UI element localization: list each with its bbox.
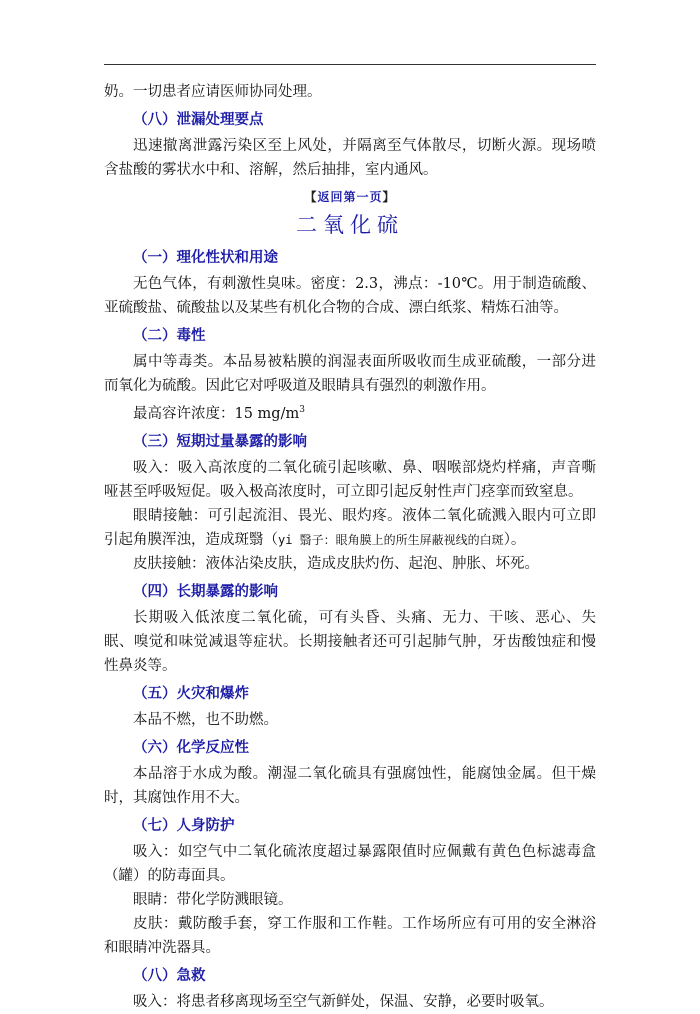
section-1-heading: （一）理化性状和用途	[133, 250, 278, 266]
eye-end: ）。	[503, 531, 526, 548]
section-2-heading: （二）毒性	[133, 328, 206, 344]
mac-superscript: 3	[299, 405, 305, 415]
mac-label: 最高容许浓度：15 mg/m	[133, 405, 300, 422]
leak-heading: （八）泄漏处理要点	[133, 112, 264, 128]
section-1-text: 无色气体，有刺激性臭味。密度：2.3，沸点：-10℃。用于制造硫酸、亚硫酸盐、硫酸盐以及某些有机化合物的合成、漂白纸浆、精炼石油等。	[104, 276, 596, 316]
section-3-inhalation: 吸入：吸入高浓度的二氧化硫引起咳嗽、鼻、咽喉部烧灼样痛，声音嘶哑甚至呼吸短促。吸入极高浓度时，可立即引起反射性声门痉挛而致窒息。	[104, 459, 596, 500]
section-4-text: 长期吸入低浓度二氧化硫，可有头昏、头痛、无力、干咳、恶心、失眠、嗅觉和味觉减退等症状。长期接触者还可引起肺气肿，牙齿酸蚀症和慢性鼻炎等。	[104, 609, 596, 674]
leak-text: 迅速撤离泄露污染区至上风处，并隔离至气体散尽，切断火源。现场喷含盐酸的雾状水中和、溶解，然后抽排，室内通风。	[104, 138, 596, 178]
back-link-container	[104, 188, 596, 206]
section-7-heading: （七）人身防护	[133, 817, 235, 834]
section-7-eye: 眼睛：带化学防溅眼镜。	[133, 891, 293, 908]
back-link-close-bracket: 】	[382, 190, 396, 204]
back-link-open-bracket: 【	[304, 190, 318, 204]
eye-note: yi 翳子：眼角膜上的所生屏蔽视线的白斑	[278, 532, 504, 547]
section-5-text: 本品不燃，也不助燃。	[133, 711, 278, 728]
section-5-heading: （五）火灾和爆炸	[133, 685, 249, 702]
document-body	[104, 80, 596, 1014]
back-to-first-page-link[interactable]: 返回第一页	[317, 190, 383, 204]
section-3-skin: 皮肤接触：液体沾染皮肤，造成皮肤灼伤、起泡、肿胀、坏死。	[133, 555, 539, 572]
section-7-inhalation: 吸入：如空气中二氧化硫浓度超过暴露限值时应佩戴有黄色色标滤毒盒（罐）的防毒面具。	[104, 843, 596, 884]
section-6-heading: （六）化学反应性	[133, 739, 249, 756]
section-3-eye	[104, 504, 596, 552]
section-3-heading: （三）短期过量暴露的影响	[133, 433, 307, 450]
page-title: 二氧化硫	[296, 213, 404, 237]
continuation-text: 奶。一切患者应请医师协同处理。	[104, 84, 322, 100]
section-4-heading: （四）长期暴露的影响	[133, 583, 278, 600]
section-7-skin: 皮肤：戴防酸手套，穿工作服和工作鞋。工作场所应有可用的安全淋浴和眼睛冲洗器具。	[104, 915, 596, 956]
eye-text: 眼睛接触：可引起流泪、畏光、眼灼疼。液体二氧化硫溅入眼内可立即引起角膜浑浊，造成斑翳（	[104, 507, 596, 548]
section-8-heading: （八）急救	[133, 967, 206, 984]
header-rule	[104, 64, 596, 65]
section-6-text: 本品溶于水成为酸。潮湿二氧化硫具有强腐蚀性，能腐蚀金属。但干燥时，其腐蚀作用不大。	[104, 765, 596, 806]
section-8-inhalation: 吸入：将患者移离现场至空气新鲜处，保温、安静，必要时吸氧。	[133, 993, 554, 1010]
section-2-text: 属中等毒类。本品易被粘膜的润湿表面所吸收而生成亚硫酸，一部分进而氧化为硫酸。因此它对呼吸道及眼睛具有强烈的刺激作用。	[104, 354, 596, 394]
section-2-mac	[104, 398, 596, 426]
